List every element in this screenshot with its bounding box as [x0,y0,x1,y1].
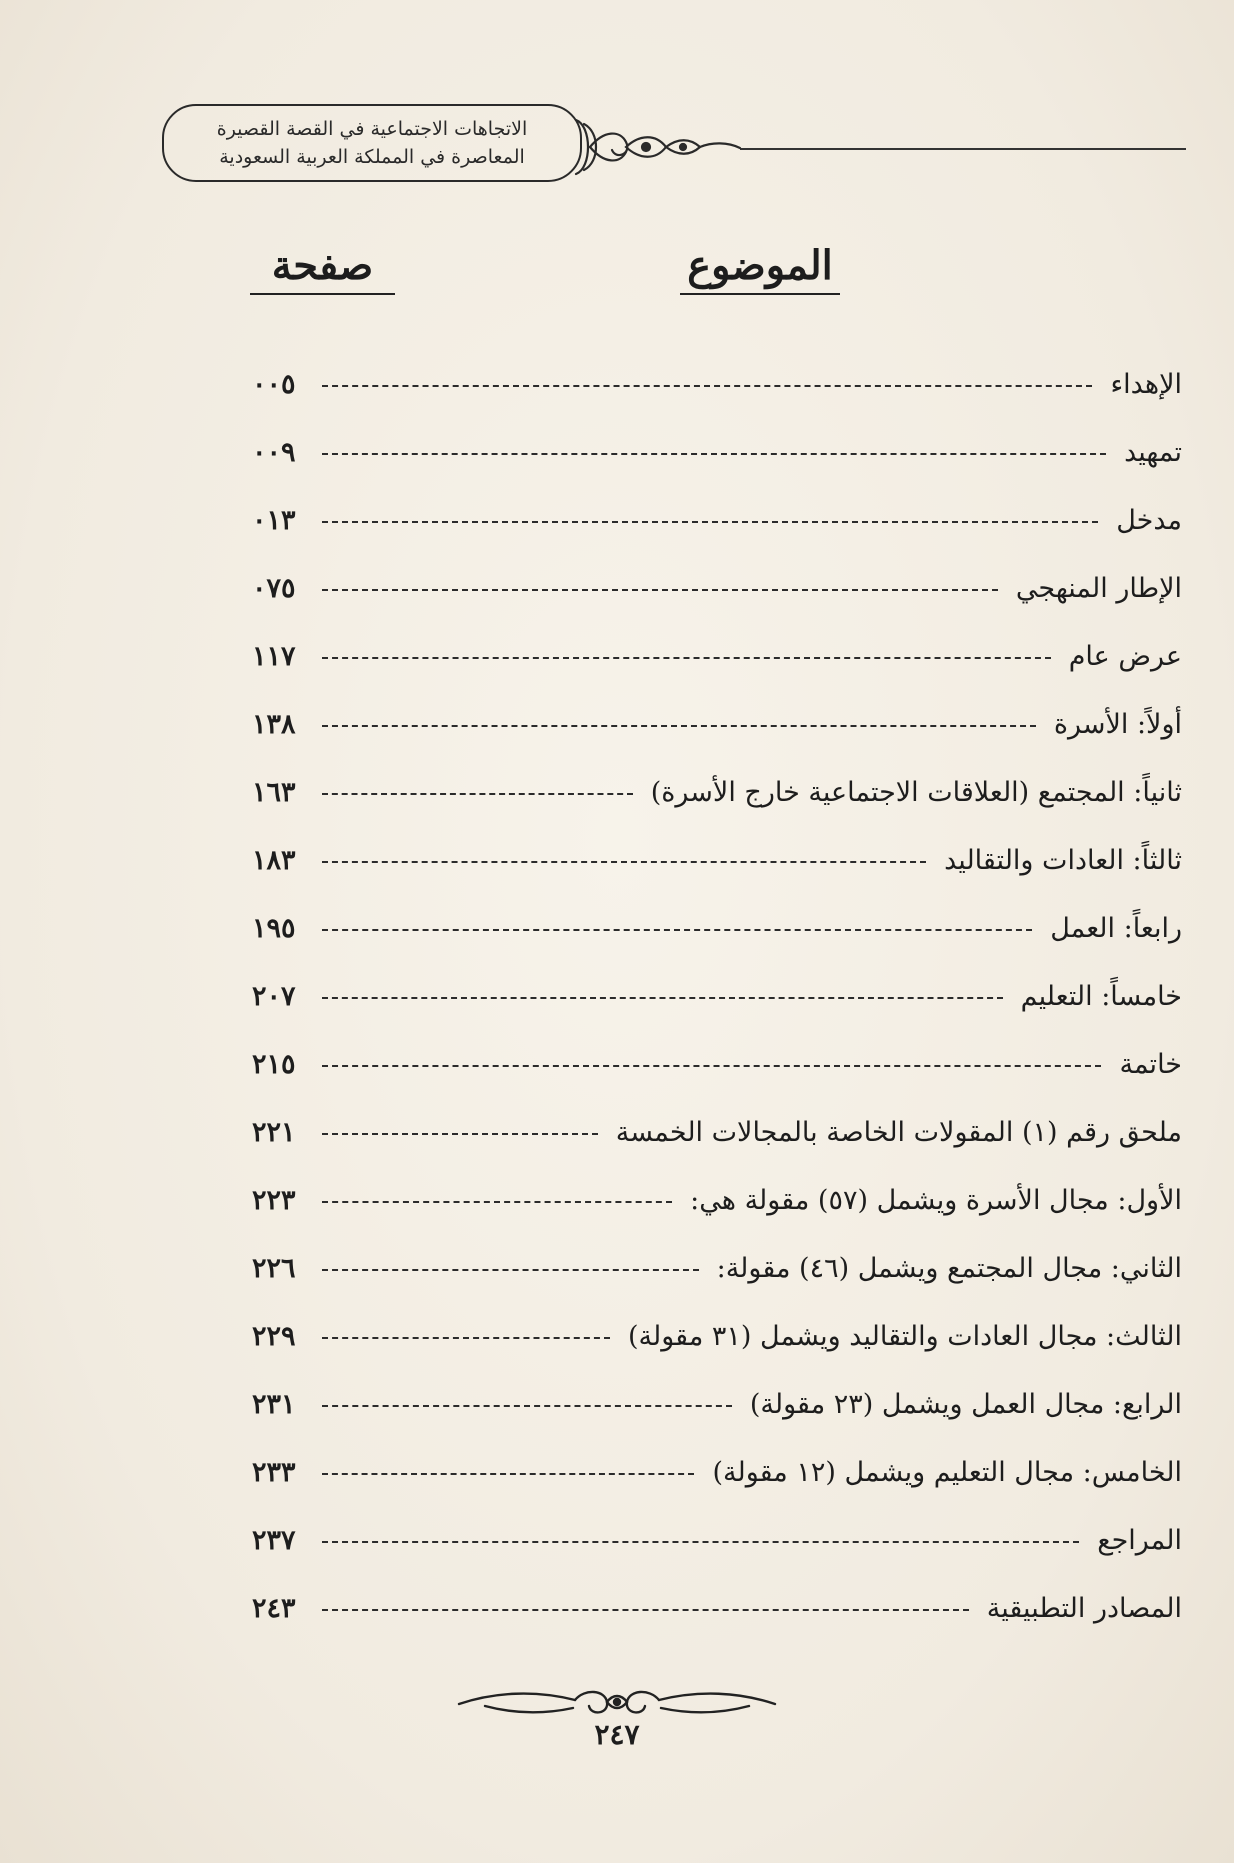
toc-entry-title: خامساً: التعليم [1020,980,1182,1012]
dotted-leader [322,793,633,795]
toc-entry-page: ١١٧ [252,640,296,672]
toc-entry[interactable] [252,1098,1182,1166]
toc-entry-title: تمهيد [1124,436,1182,468]
toc-entry-title: الإهداء [1110,368,1182,400]
toc-entry-page: ١٩٥ [252,912,296,944]
dotted-leader [322,1609,969,1611]
toc-entry[interactable] [252,1370,1182,1438]
toc-entry-title: أولاً: الأسرة [1053,708,1182,740]
toc-entry-page: ٠٧٥ [252,572,296,604]
toc-entry-page: ٢٣١ [252,1388,296,1420]
flourish-ornament-icon [570,112,750,182]
toc-entry-page: ٠٠٩ [252,436,296,468]
toc-entry[interactable] [252,622,1182,690]
dotted-leader [322,521,1098,523]
toc-entry[interactable] [252,1234,1182,1302]
table-of-contents [252,350,1182,1642]
toc-entry-title: خاتمة [1119,1048,1182,1080]
dotted-leader [322,1541,1079,1543]
dotted-leader [322,1201,672,1203]
running-header-line-1: الاتجاهات الاجتماعية في القصة القصيرة [216,118,528,140]
dotted-leader [322,1269,699,1271]
underline [680,293,840,295]
toc-entry[interactable] [252,1166,1182,1234]
toc-entry-page: ٢١٥ [252,1048,296,1080]
dotted-leader [322,1473,694,1475]
toc-entry-page: ٢٠٧ [252,980,296,1012]
column-heading-page-text: صفحة [271,242,374,289]
dotted-leader [322,1065,1101,1067]
header-rule [740,148,1186,150]
toc-entry-title: مدخل [1116,504,1182,536]
toc-entry[interactable] [252,418,1182,486]
toc-entry[interactable] [252,690,1182,758]
toc-entry-page: ١٨٣ [252,844,296,876]
toc-entry-title: الثالث: مجال العادات والتقاليد ويشمل (٣١ مقولة) [628,1320,1182,1352]
toc-entry-page: ١٣٨ [252,708,296,740]
column-heading-page [250,242,395,295]
toc-entry[interactable] [252,962,1182,1030]
underline [250,293,395,295]
toc-entry[interactable] [252,1574,1182,1642]
toc-entry-title: المراجع [1097,1524,1182,1556]
toc-entry-title: ثانياً: المجتمع (العلاقات الاجتماعية خارج الأسرة) [650,776,1182,808]
toc-entry-page: ٠١٣ [252,504,296,536]
dotted-leader [322,861,926,863]
toc-entry-title: الأول: مجال الأسرة ويشمل (٥٧) مقولة هي: [690,1184,1182,1216]
toc-entry-title: عرض عام [1068,640,1182,672]
toc-entry-page: ٠٠٥ [252,368,296,400]
toc-entry[interactable] [252,1030,1182,1098]
dotted-leader [322,997,1003,999]
toc-entry[interactable] [252,1506,1182,1574]
toc-entry-title: ثالثاً: العادات والتقاليد [944,844,1182,876]
toc-entry-page: ١٦٣ [252,776,296,808]
toc-entry-page: ٢٢٩ [252,1320,296,1352]
column-heading-topic-text: الموضوع [687,242,833,289]
dotted-leader [322,453,1106,455]
toc-entry-page: ٢٢١ [252,1116,296,1148]
dotted-leader [322,385,1092,387]
toc-entry-page: ٢٤٣ [252,1592,296,1624]
dotted-leader [322,929,1032,931]
toc-entry-page: ٢٢٦ [252,1252,296,1284]
dotted-leader [322,589,998,591]
toc-entry[interactable] [252,350,1182,418]
toc-entry-title: الرابع: مجال العمل ويشمل (٢٣ مقولة) [749,1388,1182,1420]
running-header [162,104,582,182]
page-number: ٢٤٧ [594,1718,640,1751]
toc-entry[interactable] [252,486,1182,554]
toc-entry-title: رابعاً: العمل [1050,912,1182,944]
toc-entry[interactable] [252,554,1182,622]
dotted-leader [322,725,1036,727]
footer-ornament-icon [455,1682,779,1722]
toc-entry-page: ٢٣٣ [252,1456,296,1488]
toc-entry-title: الإطار المنهجي [1015,572,1182,604]
toc-entry[interactable] [252,758,1182,826]
toc-entry[interactable] [252,1302,1182,1370]
dotted-leader [322,1133,598,1135]
toc-entry[interactable] [252,1438,1182,1506]
toc-entry-title: الخامس: مجال التعليم ويشمل (١٢ مقولة) [712,1456,1182,1488]
toc-entry-title: المصادر التطبيقية [986,1592,1182,1624]
running-header-line-2: المعاصرة في المملكة العربية السعودية [219,146,525,168]
toc-entry-title: الثاني: مجال المجتمع ويشمل (٤٦) مقولة: [716,1252,1182,1284]
dotted-leader [322,657,1051,659]
toc-entry-page: ٢٣٧ [252,1524,296,1556]
dotted-leader [322,1405,732,1407]
toc-entry[interactable] [252,826,1182,894]
dotted-leader [322,1337,610,1339]
toc-entry-title: ملحق رقم (١) المقولات الخاصة بالمجالات الخمسة [615,1116,1182,1148]
column-heading-topic [680,242,840,295]
toc-entry[interactable] [252,894,1182,962]
toc-entry-page: ٢٢٣ [252,1184,296,1216]
